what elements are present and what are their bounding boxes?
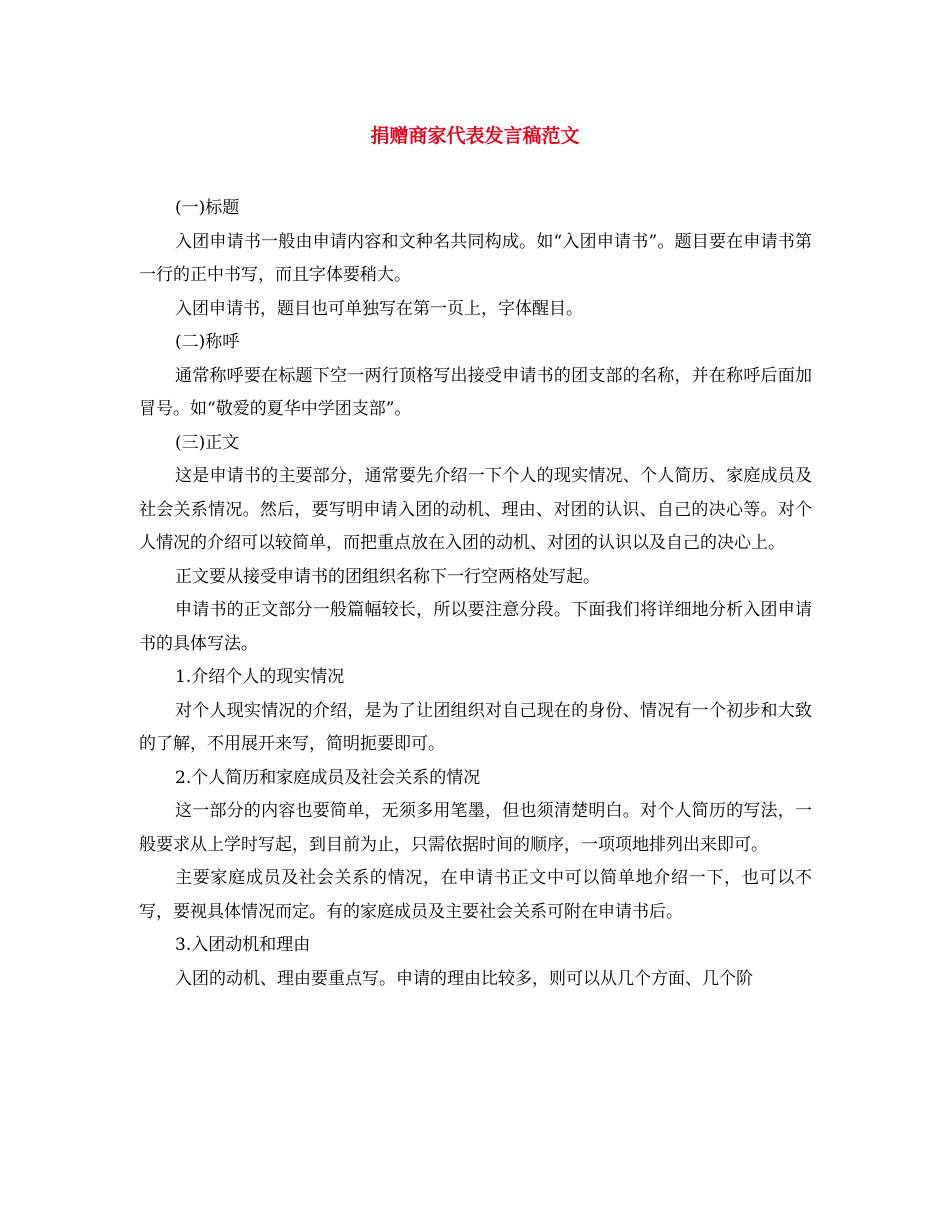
- paragraph: 这一部分的内容也要简单，无须多用笔墨，但也须清楚明白。对个人简历的写法，一般要求从上学时写起，到目前为止，只需依据时间的顺序，一项项地排列出来即可。: [139, 801, 812, 855]
- paragraph: 入团申请书一般由申请内容和文种名共同构成。如“入团申请书”。题目要在申请书第一行的正中书写，而且字体要稍大。: [139, 231, 812, 285]
- paragraph: 对个人现实情况的介绍，是为了让团组织对自己现在的身份、情况有一个初步和大致的了解，不用展开来写，简明扼要即可。: [139, 700, 812, 754]
- section-heading-body: (三)正文: [175, 432, 240, 453]
- paragraph: 通常称呼要在标题下空一两行顶格写出接受申请书的团支部的名称，并在称呼后面加冒号。如“敬爱的夏华中学团支部”。: [139, 365, 812, 419]
- document-body: [139, 192, 812, 996]
- paragraph: 申请书的正文部分一般篇幅较长，所以要注意分段。下面我们将详细地分析入团申请书的具体写法。: [139, 600, 812, 654]
- paragraph: 入团申请书，题目也可单独写在第一页上，字体醒目。: [175, 298, 583, 319]
- section-heading-salutation: (二)称呼: [175, 332, 240, 352]
- subsection-heading-2: 2.个人简历和家庭成员及社会关系的情况: [175, 767, 481, 788]
- paragraph: 正文要从接受申请书的团组织名称下一行空两格处写起。: [175, 566, 600, 587]
- document-title: 捐赠商家代表发言稿范文: [370, 125, 580, 147]
- paragraph: 入团的动机、理由要重点写。申请的理由比较多，则可以从几个方面、几个阶: [175, 968, 753, 989]
- paragraph: 主要家庭成员及社会关系的情况，在申请书正文中可以简单地介绍一下，也可以不写，要视具体情况而定。有的家庭成员及主要社会关系可附在申请书后。: [139, 868, 812, 922]
- section-heading-title: (一)标题: [175, 198, 240, 218]
- subsection-heading-1: 1.介绍个人的现实情况: [175, 667, 345, 687]
- paragraph: 这是申请书的主要部分，通常要先介绍一下个人的现实情况、个人简历、家庭成员及社会关系情况。然后，要写明申请入团的动机、理由、对团的认识、自己的决心等。对个人情况的介绍可以较简单，而把重点放在入团的动机、对团的认识以及自己的决心上。: [139, 466, 812, 553]
- subsection-heading-3: 3.入团动机和理由: [175, 935, 311, 955]
